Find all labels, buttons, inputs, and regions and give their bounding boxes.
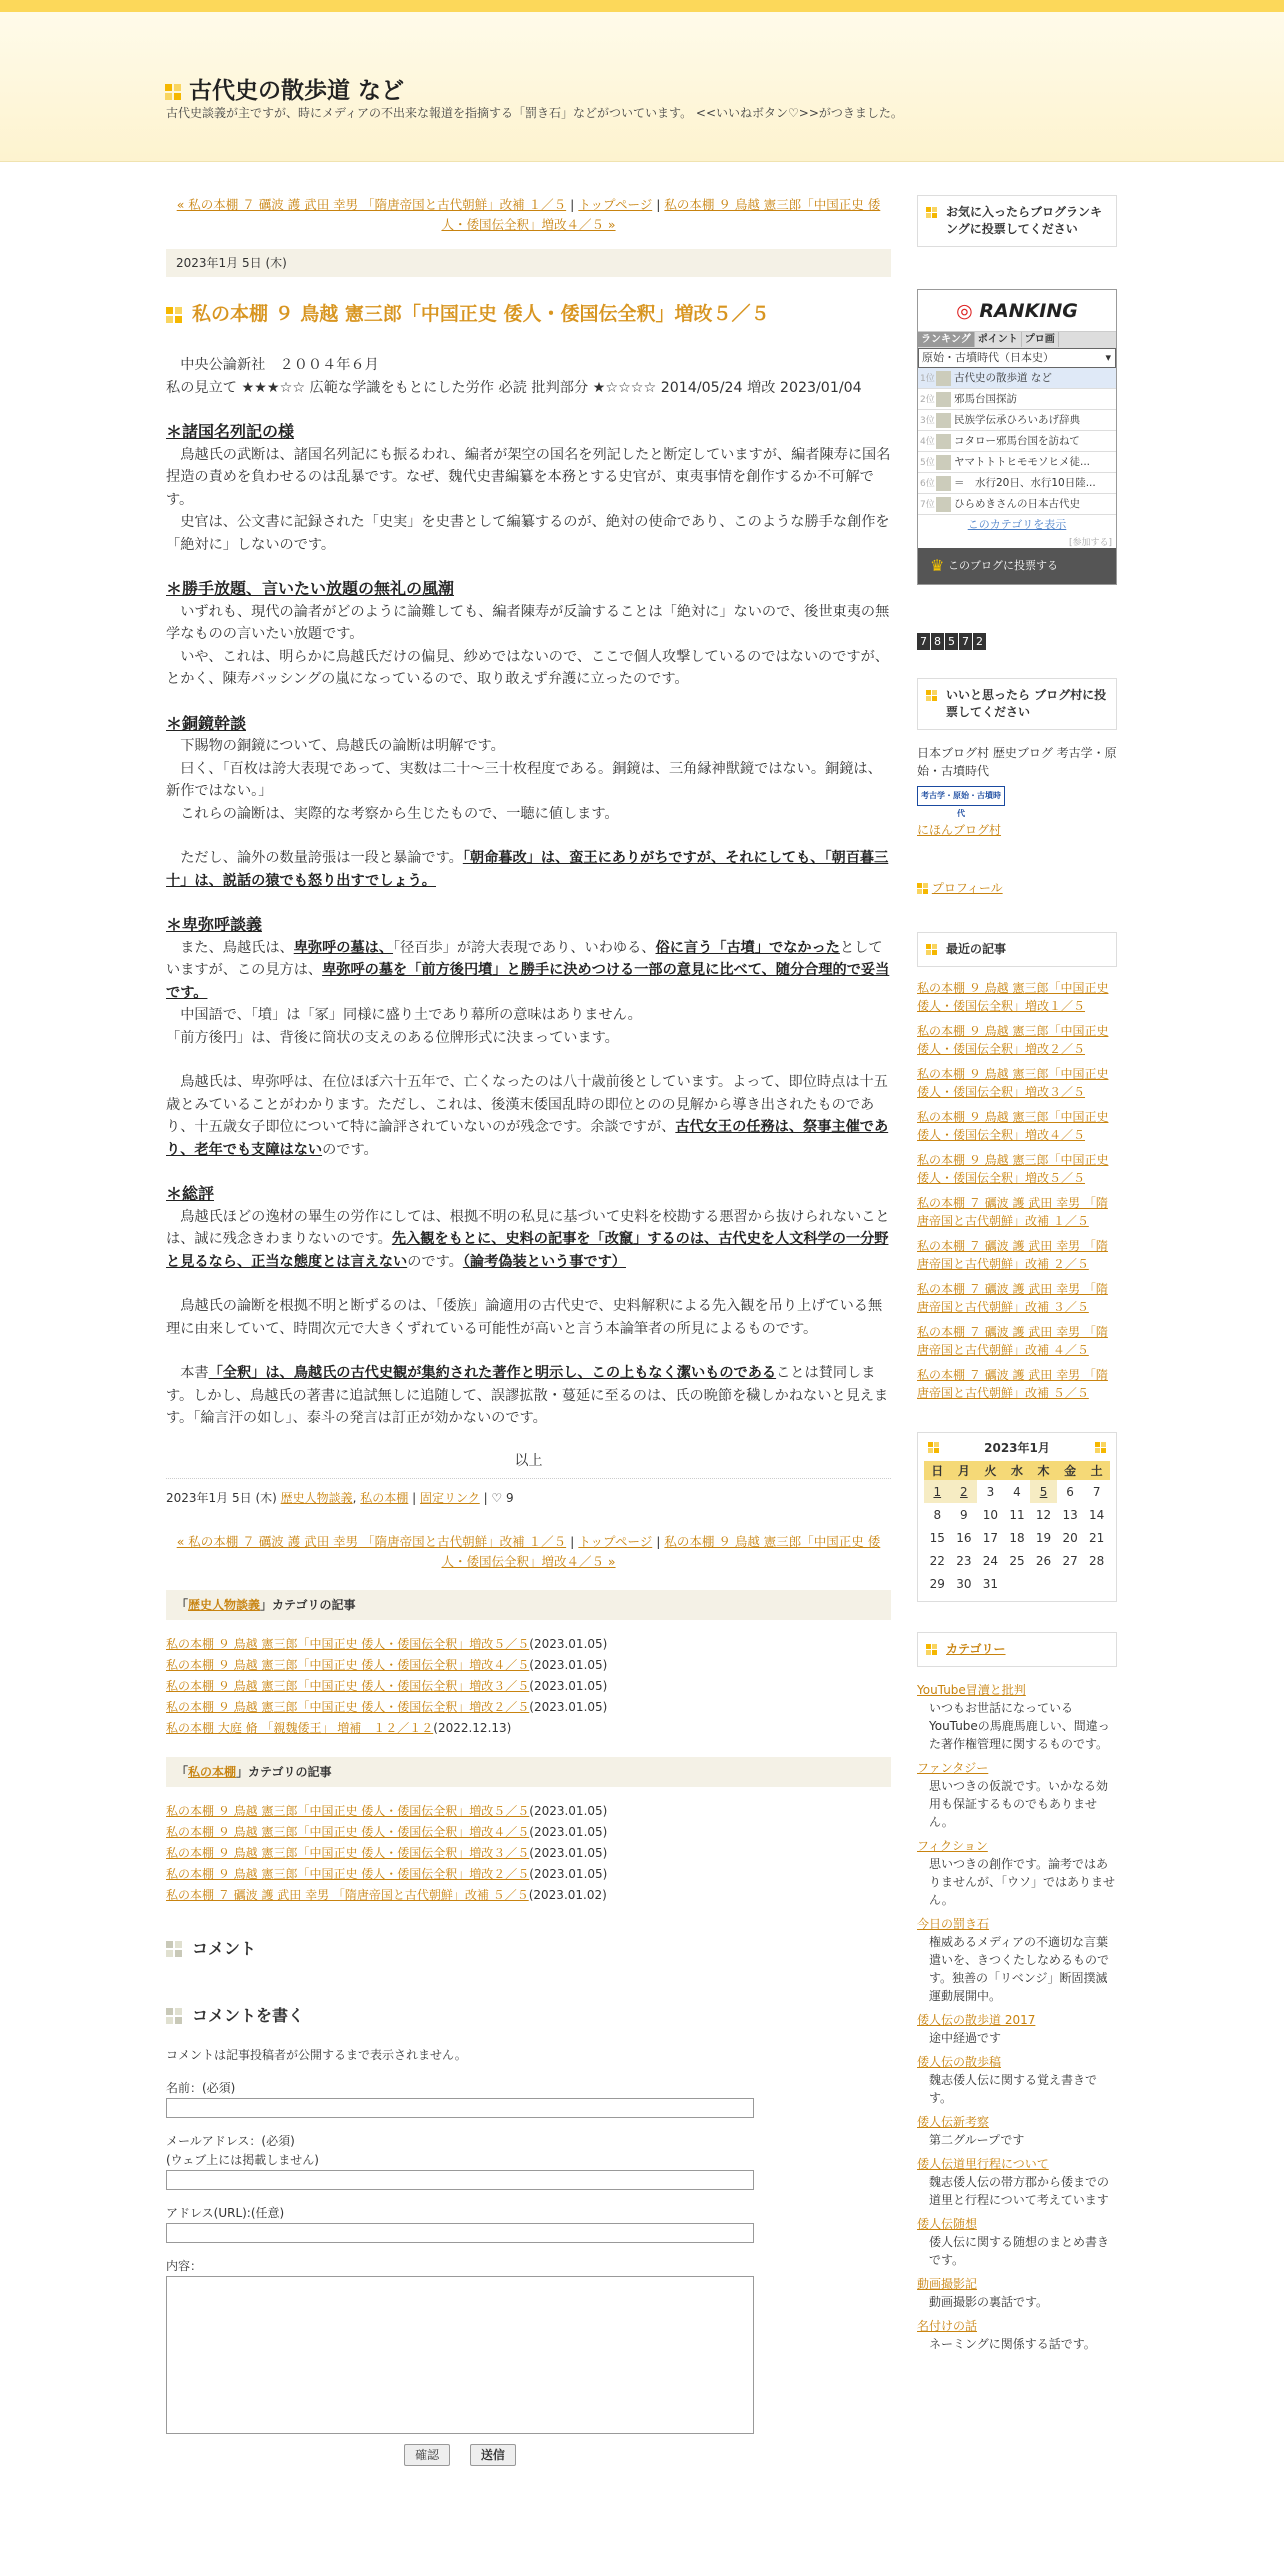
ranking-row[interactable]: [918, 368, 1116, 389]
category-description: 思いつきの創作です。論考ではありませんが、「ウソ」ではありません。: [929, 1857, 1116, 1907]
ranking-row[interactable]: [918, 452, 1116, 473]
blogmura-text: 日本ブログ村 歴史ブログ 考古学・原始・古墳時代: [917, 746, 1117, 778]
calendar-day: 26: [1035, 1553, 1052, 1568]
name-label: 名前：(必須): [166, 2080, 236, 2095]
category-link[interactable]: 倭人伝新考察: [917, 2115, 990, 2129]
blog-name[interactable]: 民族学伝承ひろいあげ辞典: [954, 414, 1080, 426]
article-date: (2023.01.05): [529, 1824, 608, 1839]
ranking-row[interactable]: [918, 410, 1116, 431]
category-articles-list: [166, 1801, 891, 1906]
weekday-header: 火: [977, 1461, 1004, 1480]
profile-tab[interactable]: プロ画: [1022, 332, 1059, 347]
blog-thumbnail: [936, 413, 951, 428]
recent-post-link[interactable]: 私の本棚 ７ 礪波 護 武田 幸男 「隋唐帝国と古代朝鮮」改補 ５／５: [917, 1368, 1108, 1400]
ranking-row[interactable]: [918, 494, 1116, 515]
entry-navigation-bottom: « 私の本棚 ７ 礪波 護 武田 幸男 「隋唐帝国と古代朝鮮」改補 １／５ | トップページ | 私の本棚 ９ 鳥越 憲三郎「中国正史 倭人・倭国伝全釈」増改４／５ »: [176, 1533, 881, 1569]
calendar-day: 9: [960, 1507, 968, 1522]
list-item: [166, 1655, 891, 1676]
bullet-icon: [166, 307, 182, 323]
join-link[interactable]: [参加する]: [1068, 538, 1112, 548]
category-link[interactable]: ファンタジー: [917, 1761, 989, 1775]
category-description: 魏志倭人伝の帯方郡から倭までの道里と行程について考えています: [929, 2175, 1110, 2207]
prev-month-icon[interactable]: [928, 1442, 939, 1453]
site-description: 古代史談義が主ですが、時にメディアの不出来な報道を指摘する「罰き石」などがついています。 <<いいねボタン♡>>がつきました。: [166, 106, 903, 120]
article-date: (2023.01.05): [529, 1845, 608, 1860]
next-entry-link[interactable]: 私の本棚 ９ 鳥越 憲三郎「中国正史 倭人・倭国伝全釈」増改４／５ »: [441, 197, 881, 232]
calendar-day: 22: [929, 1553, 945, 1568]
rank-number: 2位: [920, 395, 935, 405]
paragraph: 下賜物の銅鏡について、鳥越氏の論断は明解です。: [166, 738, 505, 754]
points-tab[interactable]: ポイント: [975, 332, 1022, 347]
entry-end: 以上: [514, 1452, 543, 1469]
weekday-header: 水: [1004, 1461, 1031, 1480]
category-articles-header: 「私の本棚」カテゴリの記事: [166, 1757, 891, 1787]
counter-digit: 2: [973, 633, 986, 650]
rank-number: 1位: [920, 374, 935, 384]
category-description: 動画撮影の裏話です。: [929, 2295, 1049, 2309]
comment-textarea[interactable]: [166, 2276, 754, 2434]
publisher-line: 中央公論新社 ２００４年６月: [166, 357, 379, 373]
category-articles-list: [166, 1634, 891, 1739]
paragraph: 史官は、公文書に記録された「史実」を史書として編纂するのが、絶対の使命であり、このような勝手な創作を「絶対に」しないのです。: [166, 514, 890, 553]
bullet-icon: [166, 1941, 182, 1957]
paragraph: いや、これは、明らかに鳥越氏だけの偏見、紗めではないので、ここで個人攻撃しているのではないのですが、とかく、陳寿バッシングの嵐になっているので、取り敢えず弁護に立ったのです。: [166, 648, 889, 687]
entry-date: 2023年1月 5日 (木): [166, 249, 891, 277]
next-entry-link[interactable]: 私の本棚 ９ 鳥越 憲三郎「中国正史 倭人・倭国伝全釈」増改４／５ »: [441, 1533, 881, 1569]
rank-number: 4位: [920, 437, 935, 447]
entry-body: [166, 354, 891, 1430]
calendar-day-link[interactable]: 2: [951, 1480, 978, 1503]
blogmura-link[interactable]: にほんブログ村: [917, 823, 1002, 837]
category-link[interactable]: 私の本棚: [188, 1764, 237, 1779]
ranking-row[interactable]: [918, 431, 1116, 452]
calendar-day-link[interactable]: 5: [1030, 1480, 1057, 1503]
paragraph: 鳥越氏の武断は、諸国名列記にも振るわれ、編者が架空の国名を列記したと断定していますが、編者陳寿に国名捏造の責めを負わせるのは乱暴です。なぜ、魏代史書編纂を本務とする史官が、東夷事情を創作するか不可解です。: [166, 446, 891, 508]
bullet-icon: [926, 1644, 937, 1655]
main-column: [166, 195, 891, 2466]
entry-title-text[interactable]: 私の本棚 ９ 鳥越 憲三郎「中国正史 倭人・倭国伝全釈」増改５／５: [192, 303, 770, 325]
recent-post-link[interactable]: 私の本棚 ７ 礪波 護 武田 幸男 「隋唐帝国と古代朝鮮」改補 １／５: [917, 1196, 1108, 1228]
category-link[interactable]: 倭人伝の散歩道 2017: [917, 2013, 1036, 2027]
show-category-link[interactable]: このカテゴリを表示: [967, 518, 1067, 531]
blog-thumbnail: [936, 455, 951, 470]
comment-form: [166, 2046, 891, 2466]
calendar-day: 14: [1089, 1507, 1105, 1522]
list-item: [166, 1634, 891, 1655]
list-item: [166, 1885, 891, 1906]
category-description: いつもお世話になっているYouTubeの馬鹿馬鹿しい、間違った著作権管理に関するものです。: [929, 1701, 1110, 1751]
write-comment-heading: コメントを書く: [166, 2003, 891, 2026]
category-articles-header: 「歴史人物談義」カテゴリの記事: [166, 1590, 891, 1620]
article-date: (2022.12.13): [433, 1720, 512, 1735]
nav-separator: |: [570, 197, 575, 212]
article-link[interactable]: 私の本棚 ９ 鳥越 憲三郎「中国正史 倭人・倭国伝全釈」増改２／５: [166, 1866, 530, 1881]
ranking-logo[interactable]: ◎ RANKING: [918, 290, 1116, 332]
calendar-day: 27: [1062, 1553, 1078, 1568]
category-description: 途中経過です: [929, 2031, 1002, 2045]
category-link[interactable]: 動画撮影記: [917, 2277, 978, 2291]
calendar-day: 18: [1009, 1530, 1025, 1545]
article-link[interactable]: 私の本棚 ９ 鳥越 憲三郎「中国正史 倭人・倭国伝全釈」増改２／５: [166, 1699, 530, 1714]
list-item: [166, 1843, 891, 1864]
rank-number: 7位: [920, 500, 935, 510]
name-field[interactable]: [166, 2098, 754, 2118]
url-label: アドレス(URL):(任意): [166, 2205, 285, 2220]
ranking-logo-mark: ◎: [956, 300, 973, 322]
calendar-day: 15: [929, 1530, 945, 1545]
counter-digit: 7: [917, 633, 930, 650]
bullet-icon: [917, 883, 928, 894]
category-description: 倭人伝に関する随想のまとめ書きです。: [929, 2235, 1110, 2267]
counter-digit: 7: [959, 633, 972, 650]
category-description: 権威あるメディアの不適切な言葉遣いを、きつくたしなめるものです。独善の「リベンジ」断固撲滅運動展開中。: [929, 1935, 1110, 2003]
entry-footer: 2023年1月 5日 (木) 歴史人物談義, 私の本棚 | 固定リンク | ♡ 9: [166, 1478, 891, 1506]
prev-entry-link[interactable]: « 私の本棚 ７ 礪波 護 武田 幸男 「隋唐帝国と古代朝鮮」改補 １／５: [176, 1533, 567, 1549]
ranking-row[interactable]: [918, 473, 1116, 494]
category-link[interactable]: フィクション: [917, 1839, 988, 1853]
email-field[interactable]: [166, 2170, 754, 2190]
calendar-day: 20: [1062, 1530, 1078, 1545]
calendar-day: [1030, 1572, 1057, 1595]
paragraph: また、鳥越氏は、卑弥呼の墓は、「径百歩」が誇大表現であり、いわゆる、俗に言う「古墳」でなかったとしていますが、この見方は、卑弥呼の墓を「前方後円墳」と勝手に決めつける一部の意見に比べて、随分合理的で妥当です。: [166, 939, 890, 1001]
article-date: (2023.01.02): [528, 1887, 607, 1902]
calendar-day: 31: [982, 1576, 999, 1591]
article-link[interactable]: 私の本棚 ９ 鳥越 憲三郎「中国正史 倭人・倭国伝全釈」増改４／５: [166, 1824, 530, 1839]
blogmura-banner[interactable]: 考古学・原始・古墳時代: [917, 786, 1005, 806]
counter-digit: 5: [945, 633, 958, 650]
top-accent-bar: [0, 0, 1284, 12]
calendar-day: 16: [956, 1530, 972, 1545]
recent-post-link[interactable]: 私の本棚 ７ 礪波 護 武田 幸男 「隋唐帝国と古代朝鮮」改補 ４／５: [917, 1325, 1108, 1357]
list-item: [166, 1718, 891, 1739]
calendar-day: 21: [1089, 1530, 1105, 1545]
article-link[interactable]: 私の本棚 ９ 鳥越 憲三郎「中国正史 倭人・倭国伝全釈」増改３／５: [166, 1678, 530, 1693]
article-date: (2023.01.05): [529, 1678, 608, 1693]
paragraph: これらの論断は、実際的な考察から生じたもので、一聴に値します。: [166, 805, 619, 822]
entry-navigation: [166, 195, 891, 235]
article-link[interactable]: 私の本棚 大庭 脩 「親魏倭王」 増補 １２／１２: [166, 1720, 434, 1735]
article-date: (2023.01.05): [529, 1803, 608, 1818]
paragraph: 本書「全釈」は、鳥越氏の古代史観が集約された著作と明示し、この上もなく潔いものであることは賛同します。しかし、鳥越氏の著書に追試無しに追随して、誤謬拡散・蔓延に至るのは、氏の晩節を穢しかねないと見えます。「綸言汗の如し」、泰斗の発言は訂正が効かないのです。: [166, 1365, 889, 1426]
categories-list: [917, 1681, 1117, 2353]
emphasis: 古代女王の任務は、祭事主催であり、老年でも支障はない: [166, 1119, 889, 1158]
article-date: (2023.01.05): [529, 1866, 608, 1881]
ranking-category-select[interactable]: 原始・古墳時代（日本史） ▾: [918, 348, 1116, 368]
blog-name[interactable]: ひらめきさんの日本古代史: [954, 498, 1080, 510]
section-heading: ＊勝手放題、言いたい放題の無礼の風潮: [166, 579, 455, 598]
site-title-text[interactable]: 古代史の散歩道 など: [189, 78, 405, 104]
blog-name[interactable]: ヤマトトトヒモモソヒメ徒...: [954, 456, 1091, 468]
blogmura-box: いいと思ったら ブログ村に投票してください: [917, 678, 1117, 730]
send-button[interactable]: 送信: [470, 2444, 516, 2466]
calendar-day-link[interactable]: 1: [924, 1480, 951, 1503]
recent-post-link[interactable]: 私の本棚 ９ 鳥越 憲三郎「中国正史 倭人・倭国伝全釈」増改５／５: [917, 1153, 1109, 1185]
bullet-icon: [165, 84, 181, 100]
paragraph: 鳥越氏ほどの逸材の畢生の労作にしては、根拠不明の私見に基づいて史料を校勘する悪習から抜けられないことは、誠に残念きわまりないのです。先入観をもとに、史料の記事を「改竄」するのは、古代史を人文科学の一分野と見るなら、正当な態度とは言えないのです。（論考偽装という事です）: [166, 1208, 890, 1270]
top-page-link[interactable]: トップページ: [578, 1533, 653, 1549]
calendar-title: 2023年1月: [984, 1441, 1050, 1455]
ranking-widget: [917, 289, 1117, 585]
like-button[interactable]: ♡ 9: [491, 1490, 514, 1505]
calendar-day: 12: [1035, 1507, 1052, 1522]
blog-thumbnail: [936, 434, 951, 449]
emphasis: 「全釈」は、鳥越氏の古代史観が集約された著作と明示し、この上もなく潔いものである: [208, 1365, 777, 1381]
bullet-icon: [926, 944, 937, 955]
calendar-day: 25: [1009, 1553, 1025, 1568]
permalink[interactable]: 固定リンク: [419, 1490, 480, 1505]
calendar-day: 4: [1013, 1484, 1021, 1499]
calendar-day: 17: [982, 1530, 999, 1545]
emphasis: 俗に言う「古墳」でなかった: [655, 939, 840, 956]
ranking-tabs: [918, 332, 1116, 348]
url-field[interactable]: [166, 2223, 754, 2243]
list-item: [166, 1801, 891, 1822]
rank-number: 5位: [920, 458, 935, 468]
category-link[interactable]: 倭人伝随想: [917, 2217, 978, 2231]
calendar-day: 11: [1009, 1507, 1025, 1522]
emphasis: 卑弥呼の墓を「前方後円墳」と勝手に決めつける一部の意見に比べて、随分合理的で妥当です。: [166, 962, 890, 1001]
paragraph: 鳥越氏の論断を根拠不明と断ずるのは、「倭族」論適用の古代史で、史料解釈による先入観を吊り上げている無理に由来していて、時間次元で大きくずれている可能性が高いと言う本論筆者の所見によるものです。: [166, 1298, 883, 1337]
article-link[interactable]: 私の本棚 ９ 鳥越 憲三郎「中国正史 倭人・倭国伝全釈」増改４／５: [166, 1657, 530, 1672]
rank-number: 3位: [920, 416, 935, 426]
recent-post-link[interactable]: 私の本棚 ９ 鳥越 憲三郎「中国正史 倭人・倭国伝全釈」増改３／５: [917, 1067, 1109, 1099]
calendar-day: 30: [956, 1576, 972, 1591]
calendar-day: 13: [1062, 1507, 1078, 1522]
article-date: (2023.01.05): [529, 1636, 608, 1651]
recent-post-link[interactable]: 私の本棚 ９ 鳥越 憲三郎「中国正史 倭人・倭国伝全釈」増改１／５: [917, 981, 1109, 1013]
counter-digit: 8: [931, 633, 944, 650]
blog-name[interactable]: 古代史の散歩道 など: [954, 372, 1052, 384]
profile-link[interactable]: プロフィール: [931, 881, 1003, 895]
category-description: 魏志倭人伝に関する覚え書きです。: [929, 2073, 1098, 2105]
content-label: 内容：: [166, 2258, 203, 2273]
weekday-header: 木: [1030, 1461, 1057, 1480]
calendar-day: 7: [1092, 1484, 1101, 1499]
bullet-icon: [926, 690, 937, 701]
weekday-header: 日: [924, 1461, 951, 1480]
section-heading: ＊銅鏡幹談: [166, 713, 247, 733]
blog-thumbnail: [936, 371, 951, 386]
recent-post-link[interactable]: 私の本棚 ７ 礪波 護 武田 幸男 「隋唐帝国と古代朝鮮」改補 ３／５: [917, 1282, 1108, 1314]
prev-entry-link[interactable]: « 私の本棚 ７ 礪波 護 武田 幸男 「隋唐帝国と古代朝鮮」改補 １／５: [176, 197, 567, 212]
emphasis: （論考偽装という事です）: [462, 1253, 626, 1270]
paragraph: 中国語で、「墳」は「冢」同様に盛り土であり幕所の意味はありません。: [166, 1007, 642, 1023]
rating-line: 私の見立て ★★★☆☆ 広範な学識をもとにした労作 必読 批判部分 ★☆☆☆☆ 2014/05/24 増改 2023/01/04: [166, 379, 862, 396]
calendar-day: 29: [929, 1576, 945, 1591]
emphasis: 卑弥呼の墓は、: [293, 939, 394, 956]
categories-heading: カテゴリー: [917, 1632, 1117, 1667]
recent-posts-heading: 最近の記事: [917, 932, 1117, 967]
category-description: ネーミングに関係する話です。: [929, 2337, 1096, 2351]
category-link[interactable]: 倭人伝道里行程について: [917, 2157, 1049, 2171]
calendar: [917, 1432, 1117, 1602]
top-page-link[interactable]: トップページ: [578, 197, 653, 212]
article-date: (2023.01.05): [529, 1657, 608, 1672]
list-item: [166, 1864, 891, 1885]
calendar-day: 6: [1066, 1484, 1074, 1499]
calendar-day: 8: [933, 1507, 942, 1522]
paragraph: ただし、論外の数量誇張は一段と暴論です。「朝命暮改」は、蛮王にありがちですが、それにしても、「朝百暮三十」は、説話の猿でも怒り出すでしょう。: [166, 850, 889, 889]
calendar-day: 19: [1035, 1530, 1052, 1545]
calendar-day: [1004, 1572, 1031, 1595]
paragraph: 曰く、「百枚は誇大表現であって、実数は二十～三十枚程度である。銅鏡は、三角縁神獣鏡ではない。銅鏡は、新作ではない。」: [166, 760, 882, 799]
bullet-icon: [926, 207, 937, 218]
confirm-button[interactable]: 確認: [404, 2444, 450, 2466]
footer-date: 2023年1月 5日 (木): [166, 1490, 277, 1505]
site-title[interactable]: [165, 72, 404, 105]
rank-number: 6位: [920, 479, 935, 489]
recent-post-link[interactable]: 私の本棚 ９ 鳥越 憲三郎「中国正史 倭人・倭国伝全釈」増改４／５: [917, 1110, 1109, 1142]
article-link[interactable]: 私の本棚 ９ 鳥越 憲三郎「中国正史 倭人・倭国伝全釈」増改５／５: [166, 1636, 530, 1651]
article-link[interactable]: 私の本棚 ９ 鳥越 憲三郎「中国正史 倭人・倭国伝全釈」増改５／５: [166, 1803, 530, 1818]
weekday-header: 土: [1083, 1461, 1110, 1480]
calendar-day: 10: [982, 1507, 999, 1522]
site-header: [0, 12, 1284, 162]
blog-thumbnail: [936, 497, 951, 512]
calendar-day: 28: [1089, 1553, 1105, 1568]
article-link[interactable]: 私の本棚 ７ 礪波 護 武田 幸男 「隋唐帝国と古代朝鮮」改補 ５／５: [166, 1887, 529, 1902]
blog-name[interactable]: コタロー邪馬台国を訪ねて: [954, 435, 1080, 447]
nav-separator: |: [656, 197, 661, 212]
article-link[interactable]: 私の本棚 ９ 鳥越 憲三郎「中国正史 倭人・倭国伝全釈」増改３／５: [166, 1845, 530, 1860]
email-label: メールアドレス：(必須) (ウェブ上には掲載しません): [166, 2133, 319, 2167]
vote-button[interactable]: ♛ このブログに投票する: [918, 548, 1116, 584]
category-link[interactable]: 倭人伝の散歩稿: [917, 2055, 1002, 2069]
calendar-grid: [924, 1461, 1110, 1595]
category-link[interactable]: 名付けの話: [917, 2319, 978, 2333]
blogmura-widget: [917, 744, 1117, 839]
section-heading: ＊総評: [166, 1184, 215, 1203]
ranking-row[interactable]: [918, 389, 1116, 410]
footer-category-link[interactable]: 私の本棚: [360, 1490, 409, 1505]
category-description: 第二グループです: [929, 2133, 1025, 2147]
list-item: [166, 1697, 891, 1718]
calendar-day: [1057, 1572, 1084, 1595]
comment-note: コメントは記事投稿者が公開するまで表示されません。: [166, 2047, 467, 2062]
emphasis: 「朝命暮改」は、蛮王にありがちですが、それにしても、「朝百暮三十」は、説話の猿でも怒り出すでしょう。: [166, 850, 889, 889]
recent-posts-list: [917, 979, 1117, 1402]
category-link[interactable]: 今日の罰き石: [917, 1917, 990, 1931]
access-counter: [917, 633, 1117, 650]
comments-heading: コメント: [166, 1936, 891, 1959]
section-heading: ＊諸国名列記の様: [166, 422, 295, 441]
footer-category-link[interactable]: 歴史人物談義: [280, 1490, 353, 1505]
article-date: (2023.01.05): [529, 1699, 608, 1714]
calendar-day: 23: [956, 1553, 972, 1568]
weekday-header: 月: [951, 1461, 978, 1480]
category-link[interactable]: 歴史人物談義: [188, 1597, 261, 1612]
category-description: 思いつきの仮説です。いかなる効用も保証するものでもありません。: [929, 1779, 1109, 1829]
paragraph: いずれも、現代の論者がどのように論難しても、編者陳寿が反論することは「絶対に」ないので、後世東夷の無学なものの言いたい放題です。: [166, 603, 890, 642]
calendar-day: 24: [982, 1553, 999, 1568]
bullet-icon: [166, 2008, 182, 2024]
recent-post-link[interactable]: 私の本棚 ９ 鳥越 憲三郎「中国正史 倭人・倭国伝全釈」増改２／５: [917, 1024, 1109, 1056]
list-item: [166, 1676, 891, 1697]
recent-post-link[interactable]: 私の本棚 ７ 礪波 護 武田 幸男 「隋唐帝国と古代朝鮮」改補 ２／５: [917, 1239, 1108, 1271]
paragraph: 「前方後円」は、背後に筒状の支えのある位牌形式に決まっています。: [166, 1029, 619, 1046]
blog-thumbnail: [936, 392, 951, 407]
calendar-day: [1083, 1572, 1110, 1595]
calendar-header: [924, 1439, 1110, 1457]
next-month-icon[interactable]: [1095, 1442, 1106, 1453]
paragraph: 鳥越氏は、卑弥呼は、在位ほぼ六十五年で、亡くなったのは八十歳前後としています。よって、即位時点は十五歳とみていることがわかります。ただし、これは、後漢末倭国乱時の即位とのの見解から導き出されたものであり、十五歳女子即位について特に論評されていないのが残念です。余談ですが、古代女王の任務は、祭事主催であり、老年でも支障はないのです。: [166, 1074, 889, 1158]
profile-link-row: [917, 879, 1117, 896]
list-item: [166, 1822, 891, 1843]
sidebar: [917, 195, 1117, 2359]
blog-thumbnail: [936, 476, 951, 491]
ranking-vote-box: お気に入ったらブログランキングに投票してください: [917, 195, 1117, 247]
section-heading: ＊卑弥呼談義: [166, 915, 263, 934]
weekday-header: 金: [1057, 1461, 1084, 1480]
blog-name[interactable]: 邪馬台国探訪: [954, 393, 1017, 405]
category-link[interactable]: YouTube冒瀆と批判: [917, 1683, 1026, 1697]
ranking-tab[interactable]: ランキング: [918, 332, 975, 347]
entry-title[interactable]: [166, 299, 891, 326]
blog-name[interactable]: ＝ 水行20日、水行10日陸...: [954, 477, 1096, 489]
emphasis: 先入観をもとに、史料の記事を「改竄」するのは、古代史を人文科学の一分野と見るなら、正当な態度とは言えない: [166, 1231, 889, 1270]
calendar-day: 3: [986, 1484, 995, 1499]
